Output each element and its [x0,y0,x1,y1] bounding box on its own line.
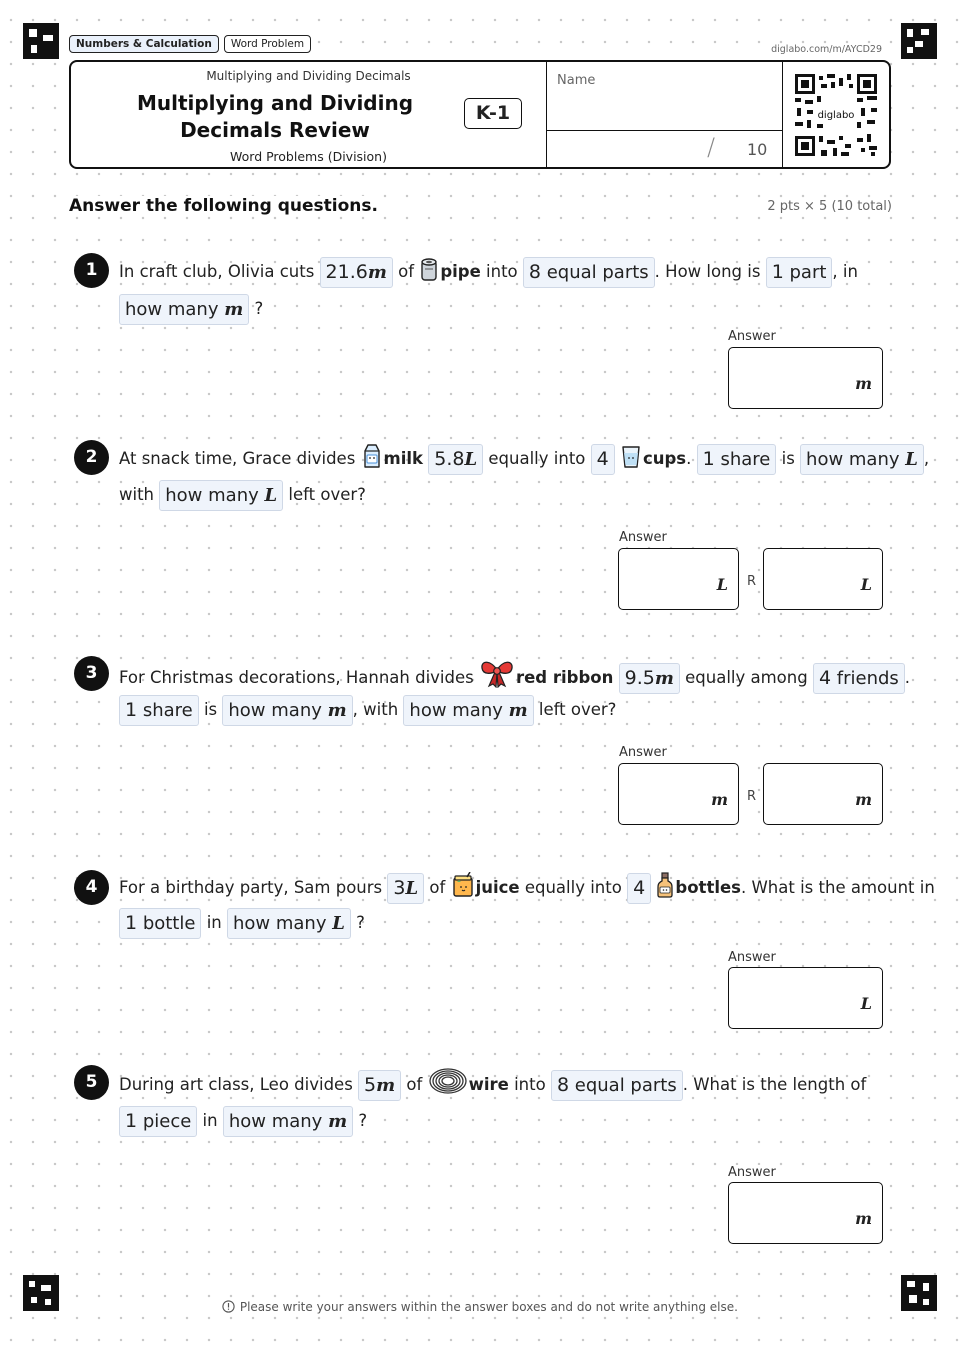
question-text: is [198,700,223,719]
question-text: of [424,878,451,897]
question-text: For Christmas decorations, Hannah divides [119,668,479,687]
chip-unit: m [376,1075,396,1096]
chip-number: 4 [818,667,832,689]
object-label: juice [475,878,520,897]
question-number: 5 [74,1065,109,1100]
chip-text: how many [228,1111,329,1132]
question-text-line-2 [119,293,263,325]
tag-type[interactable]: Word Problem [224,35,311,53]
title-area [71,62,546,167]
chip-number: 8 [556,1074,570,1096]
question-number: 2 [74,440,109,475]
answer-box-quotient[interactable] [618,763,739,825]
question-text: of [401,1075,428,1094]
answer-box-quotient[interactable] [618,548,739,610]
unknown-chip [800,444,924,475]
corner-marker-top-left [23,23,59,59]
footer-note [0,1300,960,1316]
answer-label: Answer [619,745,667,760]
chip-number: 21.6 [325,261,368,283]
answer-label: Answer [728,950,776,965]
question-text: in [201,913,227,932]
tag-category[interactable]: Numbers & Calculation [69,35,219,53]
ribbon-bow-icon [479,658,515,699]
answer-unit: m [711,790,728,809]
score-slash: / [707,133,716,161]
chip-unit: m [508,700,528,721]
chip-text: part [783,262,827,283]
chip-number: 1 [125,1110,138,1132]
object-label: cups [642,449,687,468]
score-field[interactable] [546,131,782,167]
wire-coil-icon [428,1067,468,1106]
chip-unit: L [905,449,918,470]
unknown-chip [159,480,283,511]
question-text: into [480,262,523,281]
answer-box-remainder[interactable] [763,763,883,825]
chip-number: 1 [702,448,715,470]
chip-text: piece [137,1111,192,1132]
quantity-chip [119,908,201,939]
worksheet-url: diglabo.com/m/AYCD29 [771,44,882,55]
chip-unit: m [327,700,347,721]
answer-label: Answer [619,530,667,545]
question-text: into [508,1075,551,1094]
answer-box[interactable] [728,1182,883,1244]
qr-code-icon [795,74,877,156]
chip-text: how many [228,700,328,721]
question-text: left over? [283,485,366,504]
object-label: wire [468,1075,509,1094]
chip-number: 1 [125,912,138,934]
score-total: 10 [747,140,768,159]
chip-unit: m [224,299,244,320]
pipe-icon [419,258,439,293]
quantity-chip [619,663,680,694]
chip-number: 5.8 [434,448,465,470]
cup-icon [620,443,642,480]
answer-box[interactable] [728,967,883,1029]
answer-box[interactable] [728,347,883,409]
unknown-chip [222,695,352,726]
question-text: ? [353,1111,368,1130]
quantity-chip [428,444,483,475]
question-text: equally into [483,449,591,468]
question-text: At snack time, Grace divides [119,449,361,468]
chip-unit: L [405,878,419,899]
chip-number: 3 [393,877,406,899]
qr-code[interactable] [782,62,889,167]
question-text: , with [352,700,404,719]
question-text-line-2 [119,907,365,939]
quantity-chip [358,1070,401,1101]
chip-number: 8 [528,261,541,283]
chip-unit: L [464,449,478,470]
chip-text: how many [125,299,225,320]
quantity-chip [387,873,424,904]
milk-carton-icon [361,443,383,480]
chip-text: equal parts [540,262,649,283]
question-text-line-2 [119,479,366,511]
quantity-chip [627,873,651,904]
question-text: ? [249,299,264,318]
answer-unit: m [855,1209,872,1228]
juice-box-icon [451,872,475,909]
question-text: , [923,449,930,468]
object-label: milk [383,449,424,468]
question-number: 1 [74,253,109,288]
chip-number: 1 [125,699,138,721]
question-text: equally into [519,878,628,897]
question-text: . [686,449,697,468]
question-text: For a birthday party, Sam pours [119,878,388,897]
quantity-chip [813,663,905,694]
chip-unit: L [264,485,278,506]
answer-unit: L [860,575,872,594]
question-text: equally among [679,668,813,687]
chip-number: 5 [364,1074,377,1096]
question-text: . What is the length of [682,1075,867,1094]
quantity-chip [766,257,833,288]
unknown-chip [227,908,351,939]
question-text: . What is the amount in [741,878,935,897]
name-field[interactable] [546,62,782,131]
answer-label: Answer [728,329,776,344]
corner-marker-top-right [901,23,937,59]
chip-text: share [714,449,771,470]
question-text: of [392,262,420,281]
quantity-chip [119,1106,197,1137]
instructions: Answer the following questions. [69,196,382,216]
points-info: 2 pts × 5 (10 total) [767,199,892,214]
quantity-chip [119,695,199,726]
chip-text: how many [165,485,265,506]
worksheet-supertitle: Multiplying and Dividing Decimals [206,69,411,83]
chip-text: how many [806,449,906,470]
chip-text: equal parts [569,1075,677,1096]
question-number: 4 [74,870,109,905]
question-text: is [776,449,801,468]
question-text-line-1 [119,443,929,480]
object-label: pipe [440,262,481,281]
answer-label: Answer [728,1165,776,1180]
chip-text: friends [831,668,899,689]
worksheet-subtitle: Word Problems (Division) [230,149,387,164]
quantity-chip [697,444,777,475]
question-text-line-1 [119,256,858,293]
question-text: with [119,485,160,504]
remainder-label: R [747,574,757,589]
answer-unit: L [860,994,872,1013]
question-text-line-1 [119,872,935,909]
object-label: red ribbon [515,668,614,687]
question-text: . How long is [654,262,766,281]
chip-unit: m [654,668,674,689]
qr-label: diglabo [817,110,855,121]
chip-text: how many [233,913,333,934]
object-label: bottles [675,878,741,897]
question-text-line-1 [119,1067,866,1106]
answer-unit: m [855,374,872,393]
quantity-chip [320,257,393,288]
info-icon [222,1300,235,1316]
answer-box-remainder[interactable] [763,548,883,610]
question-text: ? [350,913,365,932]
category-tags [69,35,311,53]
worksheet-title: Multiplying and Dividing Decimals Review [136,91,414,142]
chip-number: 4 [596,448,609,470]
chip-unit: L [332,913,345,934]
question-text: . [904,668,911,687]
chip-number: 4 [633,877,646,899]
question-text: in [197,1111,223,1130]
chip-text: how many [409,700,509,721]
chip-number: 1 [771,261,784,283]
name-label: Name [557,73,596,88]
answer-unit: m [855,790,872,809]
quantity-chip [591,444,615,475]
question-text: During art class, Leo divides [119,1075,359,1094]
unknown-chip [119,294,249,325]
quantity-chip [523,257,655,288]
quantity-chip [551,1070,683,1101]
answer-unit: L [716,575,728,594]
question-text-line-1 [119,658,910,699]
question-text: , in [832,262,858,281]
question-text-line-2 [119,694,616,726]
worksheet-header [69,60,891,169]
chip-text: share [137,700,193,721]
chip-unit: m [367,262,387,283]
question-text: left over? [533,700,617,719]
unknown-chip [403,695,533,726]
footer-text: Please write your answers within the answer boxes and do not write anything else. [239,1300,738,1314]
chip-number: 9.5 [624,667,655,689]
question-text: In craft club, Olivia cuts [119,262,320,281]
bottle-icon [656,872,674,909]
worksheet-code: K-1 [464,98,522,129]
question-number: 3 [74,656,109,691]
question-text-line-2 [119,1105,367,1137]
unknown-chip [223,1106,353,1137]
remainder-label: R [747,789,757,804]
chip-unit: m [328,1111,348,1132]
chip-text: bottle [137,913,196,934]
